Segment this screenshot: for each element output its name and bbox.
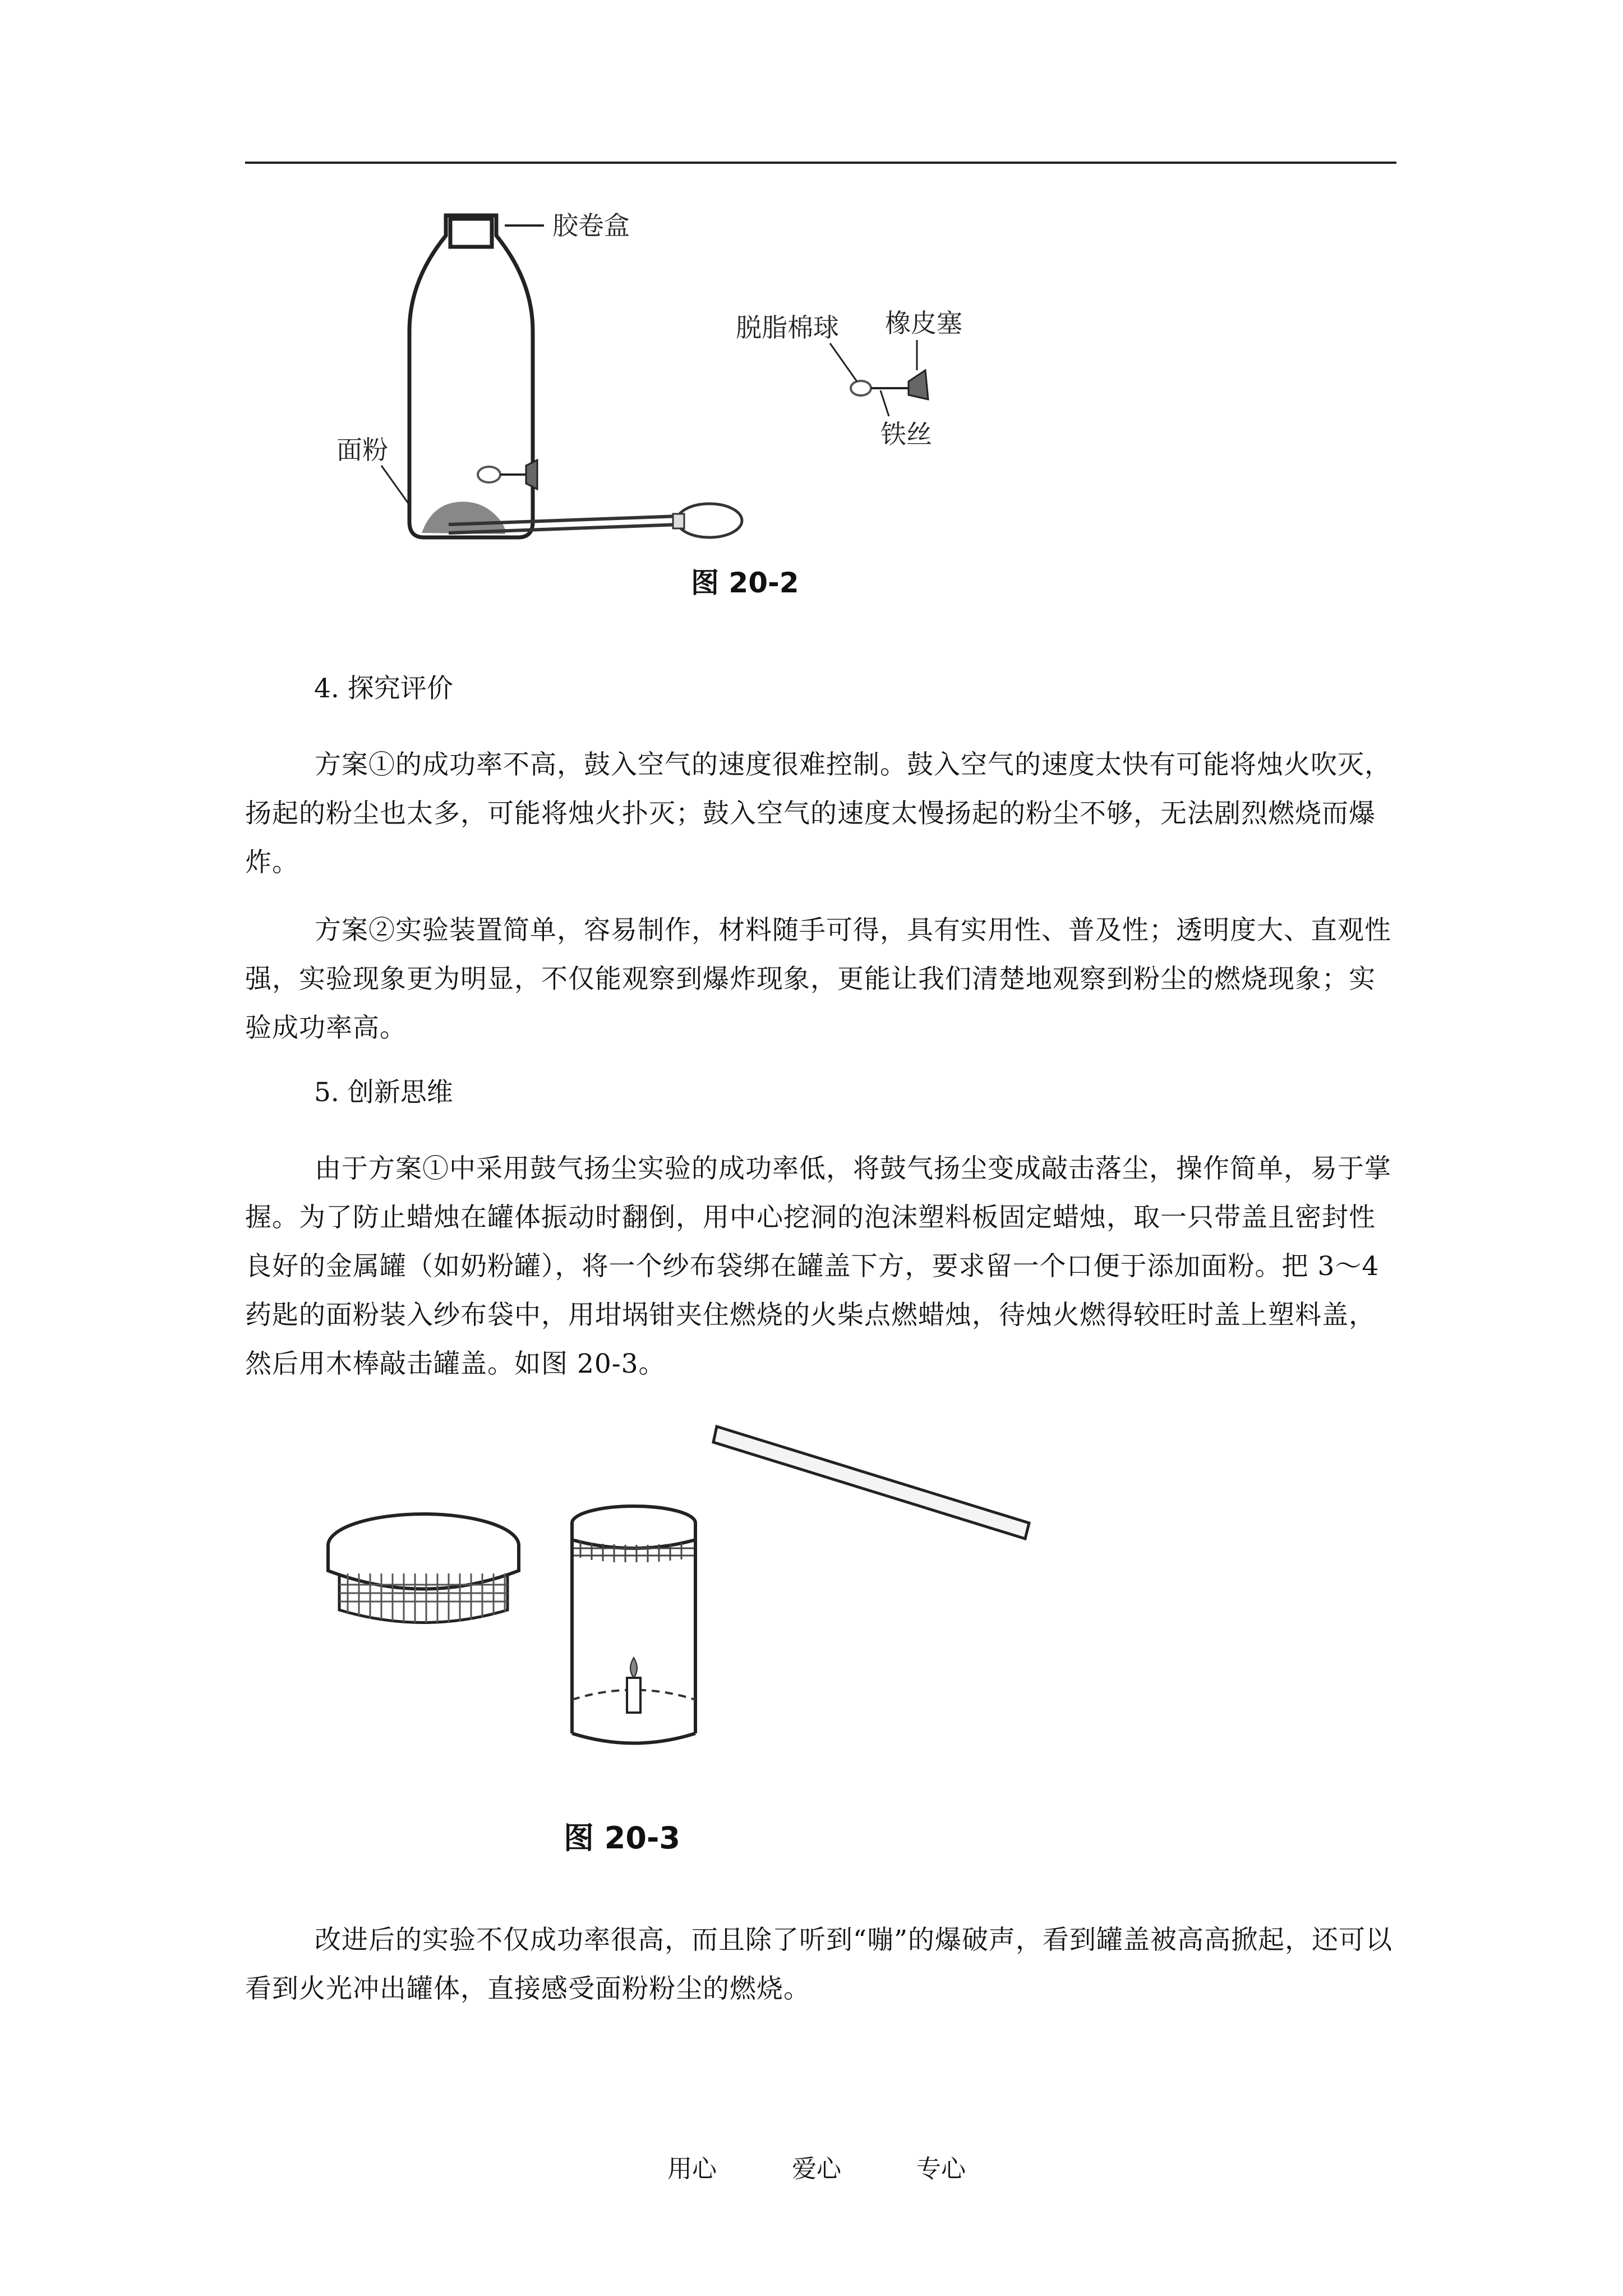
bulb-neck [673, 514, 684, 528]
cotton-pointer [830, 343, 857, 381]
flour-pointer [381, 466, 409, 505]
bottle-outline [409, 215, 533, 537]
paragraph-innovation: 由于方案①中采用鼓气扬尘实验的成功率低，将鼓气扬尘变成敲击落尘，操作简单，易于掌握。为了防止蜡烛在罐体振动时翻倒，用中心挖洞的泡沫塑料板固定蜡烛，取一只带盖且密封性良好的金属罐（如奶粉罐），将一个纱布袋绑在罐盖下方，要求留一个口便于添加面粉。把 3～4 药匙的面粉装入纱布袋中，用坩埚钳夹住燃烧的火柴点燃蜡烛，待烛火燃得较旺时盖上塑料盖，然后用木棒敲击罐盖。如图 20-3。 [245, 1153, 1391, 1379]
can-bottom [572, 1733, 695, 1743]
label-flour: 面粉 [336, 435, 388, 465]
header-rule [245, 162, 1396, 164]
figure-caption-20-3: 图 20-3 [564, 1820, 680, 1856]
candle-flame-icon [630, 1658, 637, 1678]
rubber-bulb [677, 504, 742, 537]
paragraph-evaluation-1: 方案①的成功率不高，鼓入空气的速度很难控制。鼓入空气的速度太快有可能将烛火吹灭，扬起的粉尘也太多，可能将烛火扑灭；鼓入空气的速度太慢扬起的粉尘不够，无法剧烈燃烧而爆炸。 [245, 749, 1391, 878]
stopper-inner [526, 460, 537, 489]
label-stopper: 橡皮塞 [885, 308, 962, 338]
section-heading-4: 4. 探究评价 [314, 673, 453, 704]
paragraph-conclusion: 改进后的实验不仅成功率很高，而且除了听到“嘣”的爆破声，看到罐盖被高高掀起，还可以看到火光冲出罐体，直接感受面粉粉尘的燃烧。 [245, 1925, 1393, 2004]
lid-rim [328, 1545, 519, 1589]
figure-20-2 [314, 202, 1088, 606]
cotton-ball-inner [478, 467, 500, 482]
bottle-apparatus-diagram [314, 202, 1088, 606]
candle [627, 1678, 640, 1713]
can-apparatus-diagram [314, 1422, 1043, 1860]
can-lid-rim [572, 1523, 695, 1548]
flour-pile [422, 501, 505, 534]
figure-caption-20-2: 图 20-2 [691, 567, 799, 599]
wooden-stick [713, 1427, 1029, 1539]
label-cotton: 脱脂棉球 [736, 312, 839, 343]
figure-20-3 [314, 1422, 1043, 1860]
cotton-ball-detail [851, 381, 871, 395]
label-wire: 铁丝 [880, 419, 932, 449]
section-heading-5: 5. 创新思维 [314, 1077, 453, 1108]
footer-item-2: 爱心 [792, 2155, 841, 2183]
label-film-box: 胶卷盒 [552, 210, 630, 241]
film-box-cap [450, 219, 492, 247]
stopper-detail [909, 370, 928, 399]
footer-item-3: 专心 [916, 2155, 966, 2183]
paragraph-evaluation-2: 方案②实验装置简单，容易制作，材料随手可得，具有实用性、普及性；透明度大、直观性强，实验现象更为明显，不仅能观察到爆炸现象，更能让我们清楚地观察到粉尘的燃烧现象；实验成功率高。 [245, 915, 1391, 1043]
footer-item-1: 用心 [667, 2155, 717, 2183]
wire-pointer [880, 390, 889, 416]
